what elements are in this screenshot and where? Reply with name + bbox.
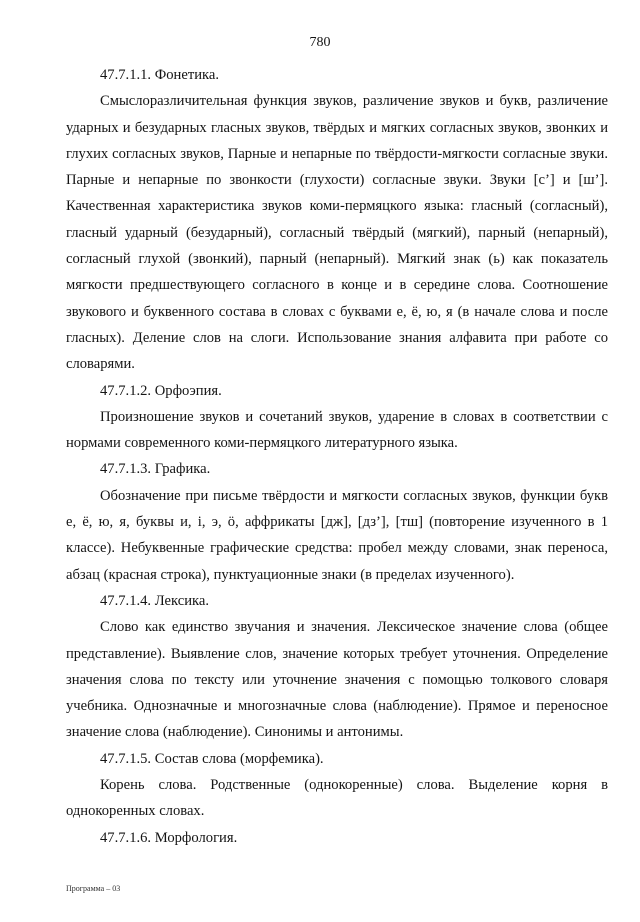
section-text-orthoepy: Произношение звуков и сочетаний звуков, ударение в словах в соответствии с нормами современного коми-пермяцкого литературного языка. (66, 408, 608, 452)
section-text-lexicon: Слово как единство звучания и значения. Лексическое значение слова (общее представление). Выявление слов, значение которых требует уточнения. Определение значения слова по тексту или уточнение значения с помощью толкового словаря учебника. Однозначные и многозначные слова (наблюдение). Прямое и переносное значение слова (наблюдение). Синонимы и антонимы. (66, 619, 608, 741)
section-heading-graphics: 47.7.1.3. Графика. (100, 461, 211, 478)
section-text-morphemics: Корень слова. Родственные (однокоренные) слова. Выделение корня в однокоренных словах. (66, 777, 608, 820)
page-number: 780 (309, 35, 331, 50)
section-text-graphics: Обозначение при письме твёрдости и мягкости согласных звуков, функции букв е, ё, ю, я, буквы и, і, э, ö, аффрикаты [дж], [дз’], [тш] (повторение изученного в 1 классе). Небуквенные графические средства: пробел между словами, знак переноса, абзац (красная строка), пунктуационные знаки (в пределах изученного). (66, 487, 608, 583)
section-heading-morphemics: 47.7.1.5. Состав слова (морфемика). (100, 750, 324, 767)
section-heading-phonetics: 47.7.1.1. Фонетика. (100, 67, 220, 83)
document-body (66, 62, 608, 851)
section-heading-lexicon: 47.7.1.4. Лексика. (100, 592, 210, 609)
section-heading-morphology: 47.7.1.6. Морфология. (100, 829, 238, 846)
page-footer: Программа – 03 (66, 884, 121, 893)
section-text-phonetics: Смыслоразличительная функция звуков, различение звуков и букв, различение ударных и безударных гласных звуков, твёрдых и мягких согласных звуков, звонких и глухих согласных звуков, Парные и непарные по твёрдости-мягкости согласные звуки. Парные и непарные по звонкости (глухости) согласные звуки. Звуки [с’] и [ш’]. Качественная характеристика звуков коми-пермяцкого языка: гласный (согласный), гласный ударный (безударный), согласный твёрдый (мягкий), парный (непарный), согласный глухой (звонкий), парный (непарный). Мягкий знак (ь) как показатель мягкости предшествующего согласного в конце и в середине слова. Соотношение звукового и буквенного состава в словах с буквами е, ё, ю, я (в начале слова и после гласных). Деление слов на слоги. Использование знания алфавита при работе со словарями. (66, 93, 608, 373)
section-heading-orthoepy: 47.7.1.2. Орфоэпия. (100, 382, 222, 399)
